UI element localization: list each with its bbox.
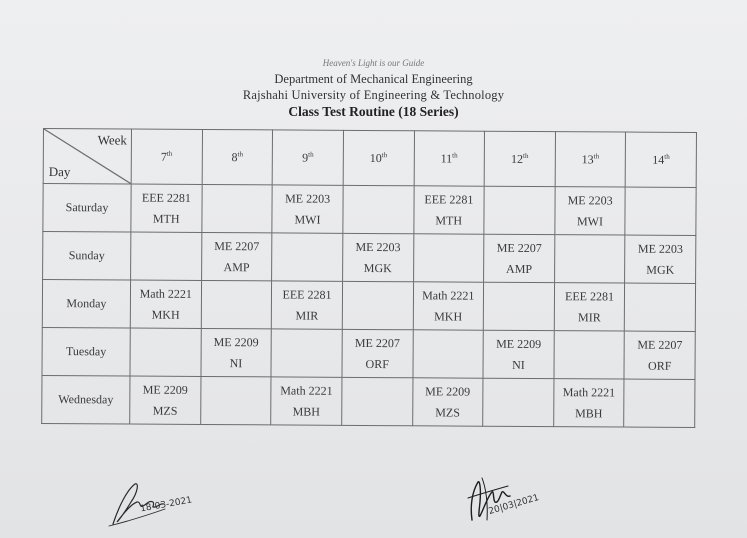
course-code: Math 2221 (562, 384, 616, 399)
course-code: EEE 2281 (565, 288, 615, 303)
routine-cell (412, 330, 483, 378)
teacher-initials: ORF (648, 358, 672, 373)
teacher-initials: MGK (363, 260, 392, 275)
course-code: ME 2203 (285, 190, 331, 206)
course-code: ME 2203 (355, 239, 401, 254)
signature-right-date: 20|03|2021 (487, 493, 541, 517)
teacher-initials: MZS (435, 404, 460, 420)
teacher-initials: MBH (575, 405, 603, 420)
day-cell: Tuesday (42, 327, 130, 376)
week-suffix: th (452, 151, 458, 160)
teacher-initials: MIR (295, 308, 319, 323)
week-number: 9 (302, 150, 309, 165)
routine-cell (200, 376, 271, 424)
routine-cell (130, 280, 201, 328)
week-header-11 (414, 131, 485, 186)
course-code: ME 2207 (496, 240, 542, 255)
department-name: Department of Mechanical Engineering (274, 72, 473, 86)
course-code: EEE 2281 (282, 286, 332, 302)
teacher-initials: MTH (152, 211, 180, 226)
course-code: EEE 2281 (424, 191, 474, 207)
routine-cell (342, 329, 413, 377)
routine-cell (624, 331, 695, 379)
table-header-row (43, 129, 696, 188)
course-code: EEE 2281 (141, 190, 191, 205)
week-number: 11 (440, 150, 453, 165)
week-header-13 (555, 132, 626, 187)
corner-day-label: Day (48, 164, 71, 180)
teacher-initials: MWI (294, 212, 321, 227)
week-number: 14 (652, 152, 665, 167)
routine-cell (201, 328, 272, 376)
routine-body (42, 184, 696, 428)
teacher-initials: MGK (646, 262, 675, 277)
week-suffix: th (523, 151, 529, 160)
teacher-initials: MKH (434, 308, 463, 324)
routine-cell (553, 379, 624, 427)
teacher-initials: MTH (435, 212, 463, 228)
week-suffix: th (664, 152, 670, 161)
course-code: ME 2207 (637, 337, 683, 352)
routine-cell (625, 235, 696, 283)
week-header-14 (626, 132, 697, 187)
teacher-initials: MBH (292, 404, 321, 419)
routine-cell (554, 235, 625, 283)
course-code: ME 2207 (214, 238, 260, 253)
university-name: Rajshahi University of Engineering & Technology (242, 88, 505, 102)
week-header-10 (343, 130, 414, 185)
routine-cell (201, 280, 272, 328)
course-code: Math 2221 (280, 382, 333, 398)
teacher-initials: AMP (506, 261, 533, 276)
course-code: ME 2209 (142, 382, 188, 397)
course-code: ME 2203 (637, 241, 684, 256)
routine-cell (131, 184, 202, 232)
week-header-7 (131, 129, 202, 184)
routine-cell (130, 376, 201, 424)
corner-header-cell (43, 129, 131, 185)
course-code: ME 2209 (496, 336, 542, 351)
routine-cell (555, 187, 626, 235)
routine-cell (342, 281, 413, 329)
teacher-initials: NI (229, 355, 243, 370)
week-number: 7 (160, 149, 167, 164)
week-header-8 (202, 129, 273, 184)
week-suffix: th (237, 149, 244, 158)
routine-cell (624, 379, 695, 427)
routine-title: Class Test Routine (18 Series) (288, 104, 459, 119)
routine-cell (625, 283, 696, 331)
week-suffix: th (381, 150, 388, 159)
routine-cell (271, 329, 342, 377)
signature-left-date: 18-03-2021 (139, 495, 193, 515)
teacher-initials: MKH (151, 307, 180, 322)
teacher-initials: AMP (223, 259, 250, 274)
day-cell: Saturday (43, 184, 131, 233)
routine-cell (413, 282, 484, 330)
course-code: ME 2209 (213, 334, 259, 349)
routine-cell (554, 283, 625, 331)
course-code: ME 2209 (425, 383, 471, 399)
week-suffix: th (166, 149, 173, 158)
course-code: Math 2221 (139, 286, 193, 301)
routine-cell (625, 187, 696, 235)
routine-cell (483, 282, 554, 330)
class-test-routine-table (41, 128, 697, 428)
week-number: 8 (231, 149, 238, 164)
routine-cell (413, 186, 484, 234)
routine-cell (342, 377, 413, 425)
routine-cell (342, 233, 413, 281)
university-motto: Heaven's Light is our Guide (322, 58, 425, 68)
day-cell: Sunday (43, 232, 131, 281)
routine-cell (201, 184, 272, 232)
table-row (43, 184, 696, 236)
routine-cell (271, 377, 342, 425)
routine-cell (412, 378, 483, 426)
week-number: 10 (369, 150, 382, 165)
routine-cell (413, 234, 484, 282)
routine-cell (272, 233, 343, 281)
day-cell: Monday (42, 280, 130, 329)
teacher-initials: NI (512, 357, 525, 372)
routine-cell (483, 330, 554, 378)
routine-cell (484, 186, 555, 234)
teacher-initials: MWI (576, 213, 604, 228)
routine-cell (343, 185, 414, 233)
routine-cell (272, 185, 343, 233)
routine-cell (130, 328, 201, 376)
week-suffix: th (308, 150, 314, 159)
week-number: 13 (581, 151, 594, 166)
routine-cell (554, 331, 625, 379)
course-code: ME 2203 (567, 192, 613, 207)
routine-cell (201, 232, 272, 280)
course-code: Math 2221 (422, 287, 475, 303)
week-header-12 (484, 131, 555, 186)
table-row (43, 232, 696, 284)
week-suffix: th (593, 151, 600, 160)
week-header-9 (272, 130, 343, 185)
routine-cell (484, 234, 555, 282)
table-row (42, 375, 695, 427)
table-row (42, 280, 695, 332)
day-cell: Wednesday (42, 375, 130, 424)
teacher-initials: MZS (152, 403, 178, 418)
routine-cell (483, 378, 554, 426)
week-number: 12 (510, 151, 524, 166)
teacher-initials: ORF (365, 356, 389, 371)
table-row (42, 327, 695, 379)
corner-week-label: Week (97, 132, 127, 148)
course-code: ME 2207 (354, 335, 400, 350)
routine-cell (131, 232, 202, 280)
routine-cell (272, 281, 343, 329)
teacher-initials: MIR (578, 309, 601, 324)
